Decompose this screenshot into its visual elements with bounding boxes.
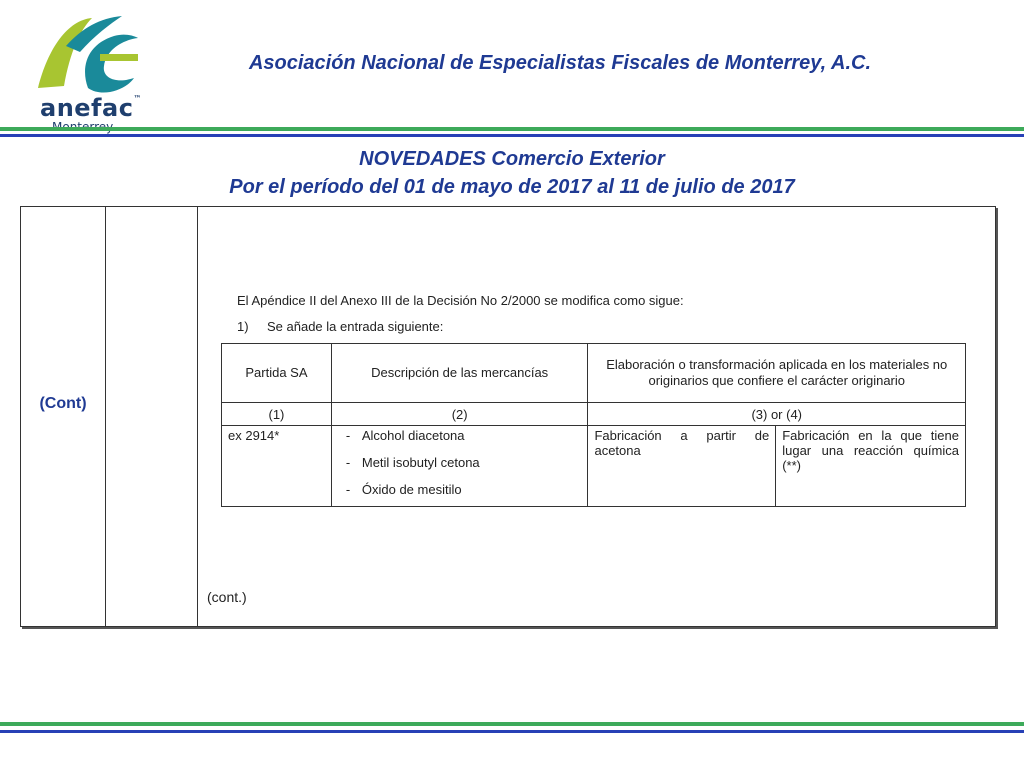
description-cell <box>331 426 588 507</box>
top-blue-band <box>0 134 1024 137</box>
modification-table <box>221 343 966 507</box>
rule-cell-4: Fabricación en la que tiene lugar una reacción química (**) <box>776 426 966 507</box>
number-cell: (3) or (4) <box>588 403 966 426</box>
period-title: Por el período del 01 de mayo de 2017 al 11 de julio de 2017 <box>229 176 795 198</box>
item-text: Se añade la entrada siguiente: <box>267 319 444 334</box>
cont-label: (Cont) <box>39 395 87 412</box>
top-green-band <box>0 127 1024 131</box>
table-row <box>222 426 966 507</box>
outer-table <box>20 206 996 627</box>
intro-line: El Apéndice II del Anexo III de la Decisión No 2/2000 se modifica como sigue: <box>237 293 684 308</box>
logo-mark-icon <box>30 8 150 98</box>
column-divider <box>197 207 198 626</box>
partida-cell: ex 2914* <box>222 426 332 507</box>
description-list <box>338 428 582 497</box>
section-title: NOVEDADES Comercio Exterior <box>359 148 665 170</box>
rule-cell-3: Fabricación a partir de acetona <box>588 426 776 507</box>
association-title: Asociación Nacional de Especialistas Fiscales de Monterrey, A.C. <box>248 52 872 74</box>
number-row <box>222 403 966 426</box>
column-divider <box>105 207 106 626</box>
header-row <box>222 344 966 403</box>
list-item: - Metil isobutyl cetona <box>345 455 480 470</box>
cont-footer-note: (cont.) <box>207 589 247 605</box>
list-item: - Alcohol diacetona <box>345 428 465 443</box>
item-number: 1) <box>237 319 249 334</box>
bottom-green-band <box>0 722 1024 726</box>
bottom-blue-band <box>0 730 1024 733</box>
list-item: - Óxido de mesitilo <box>345 482 462 497</box>
logo-brand-text: anefac™ <box>40 94 142 122</box>
number-cell: (2) <box>331 403 588 426</box>
number-cell: (1) <box>222 403 332 426</box>
header-partida: Partida SA <box>222 344 332 403</box>
header-descripcion: Descripción de las mercancías <box>331 344 588 403</box>
header-elaboracion: Elaboración o transformación aplicada en los materiales no originarios que confiere el carácter originario <box>588 344 966 403</box>
anefac-logo <box>30 8 150 126</box>
